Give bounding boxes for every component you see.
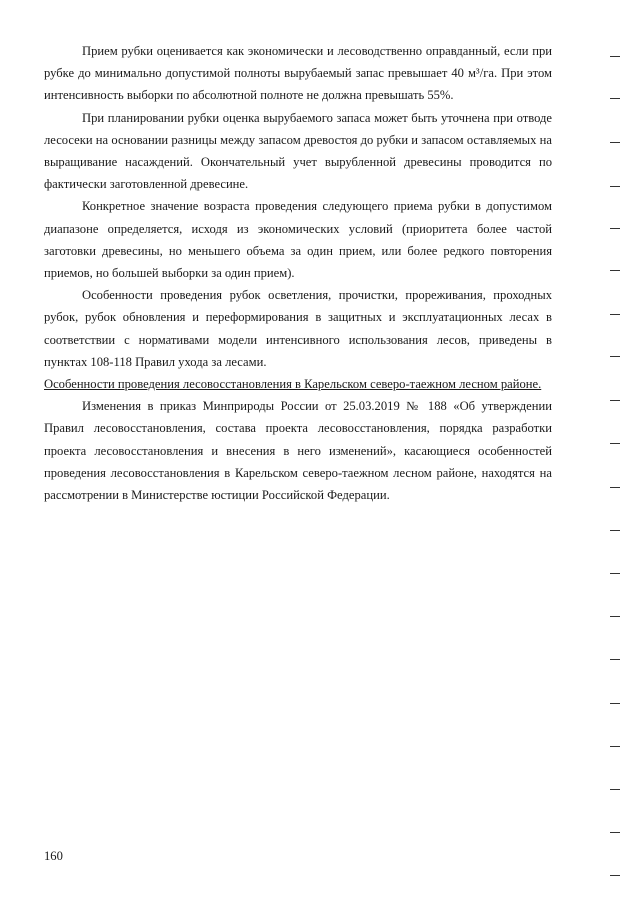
margin-mark xyxy=(610,314,620,315)
paragraph-cutting-assessment: Прием рубки оценивается как экономически и лесоводственно оправданный, если при рубке до минимально допустимой полноты вырубаемый запас превышает 40 м³/га. При этом интенсивность выборки по абсолютной полноте не должна превышать 55%. xyxy=(44,44,552,103)
margin-mark xyxy=(610,832,620,833)
margin-mark xyxy=(610,270,620,271)
margin-mark xyxy=(610,56,620,57)
margin-mark xyxy=(610,142,620,143)
margin-mark xyxy=(610,228,620,229)
margin-mark xyxy=(610,789,620,790)
margin-mark xyxy=(610,186,620,187)
paragraph-order-amendments: Изменения в приказ Минприроды России от 25.03.2019 № 188 «Об утверждении Правил лесовосстановления, состава проекта лесовосстановления, порядка разработки проекта лесовосстановления и внесения в него изменений», касающиеся особенностей проведения лесовосстановления в Карельском северо-таежном лесном районе, находятся на рассмотрении в Министерстве юстиции Российской Федерации. xyxy=(44,399,552,503)
margin-mark xyxy=(610,573,620,574)
margin-mark xyxy=(610,487,620,488)
margin-mark xyxy=(610,875,620,876)
margin-mark xyxy=(610,400,620,401)
paragraph-next-cutting-age: Конкретное значение возраста проведения следующего приема рубки в допустимом диапазоне определяется, исходя из экономических условий (приоритета более частой заготовки древесины, но меньшего объема за один прием, или более редкого повторения приемов, но большей выборки за один прием). xyxy=(44,199,552,281)
margin-mark xyxy=(610,703,620,704)
margin-mark xyxy=(610,356,620,357)
margin-mark xyxy=(610,98,620,99)
paragraph-thinning-features: Особенности проведения рубок осветления, прочистки, прореживания, проходных рубок, рубок обновления и переформирования в защитных и эксплуатационных лесах в соответствии с нормативами модели интенсивного использования лесов, приведены в пунктах 108-118 Правил ухода за лесами. xyxy=(44,288,552,369)
page-number: 160 xyxy=(44,849,63,863)
section-heading-reforestation: Особенности проведения лесовосстановления в Карельском северо-таежном лесном районе. xyxy=(44,377,542,392)
paragraph-stock-estimation: При планировании рубки оценка вырубаемого запаса может быть уточнена при отводе лесосеки на основании разницы между запасом древостоя до рубки и запасом оставляемых на выращивание насаждений. Окончательный учет вырубленной древесины проводится по фактически заготовленной древесине. xyxy=(44,110,552,192)
margin-mark xyxy=(610,746,620,747)
document-body xyxy=(44,40,552,506)
margin-mark xyxy=(610,530,620,531)
margin-mark xyxy=(610,659,620,660)
margin-mark xyxy=(610,616,620,617)
margin-mark xyxy=(610,443,620,444)
